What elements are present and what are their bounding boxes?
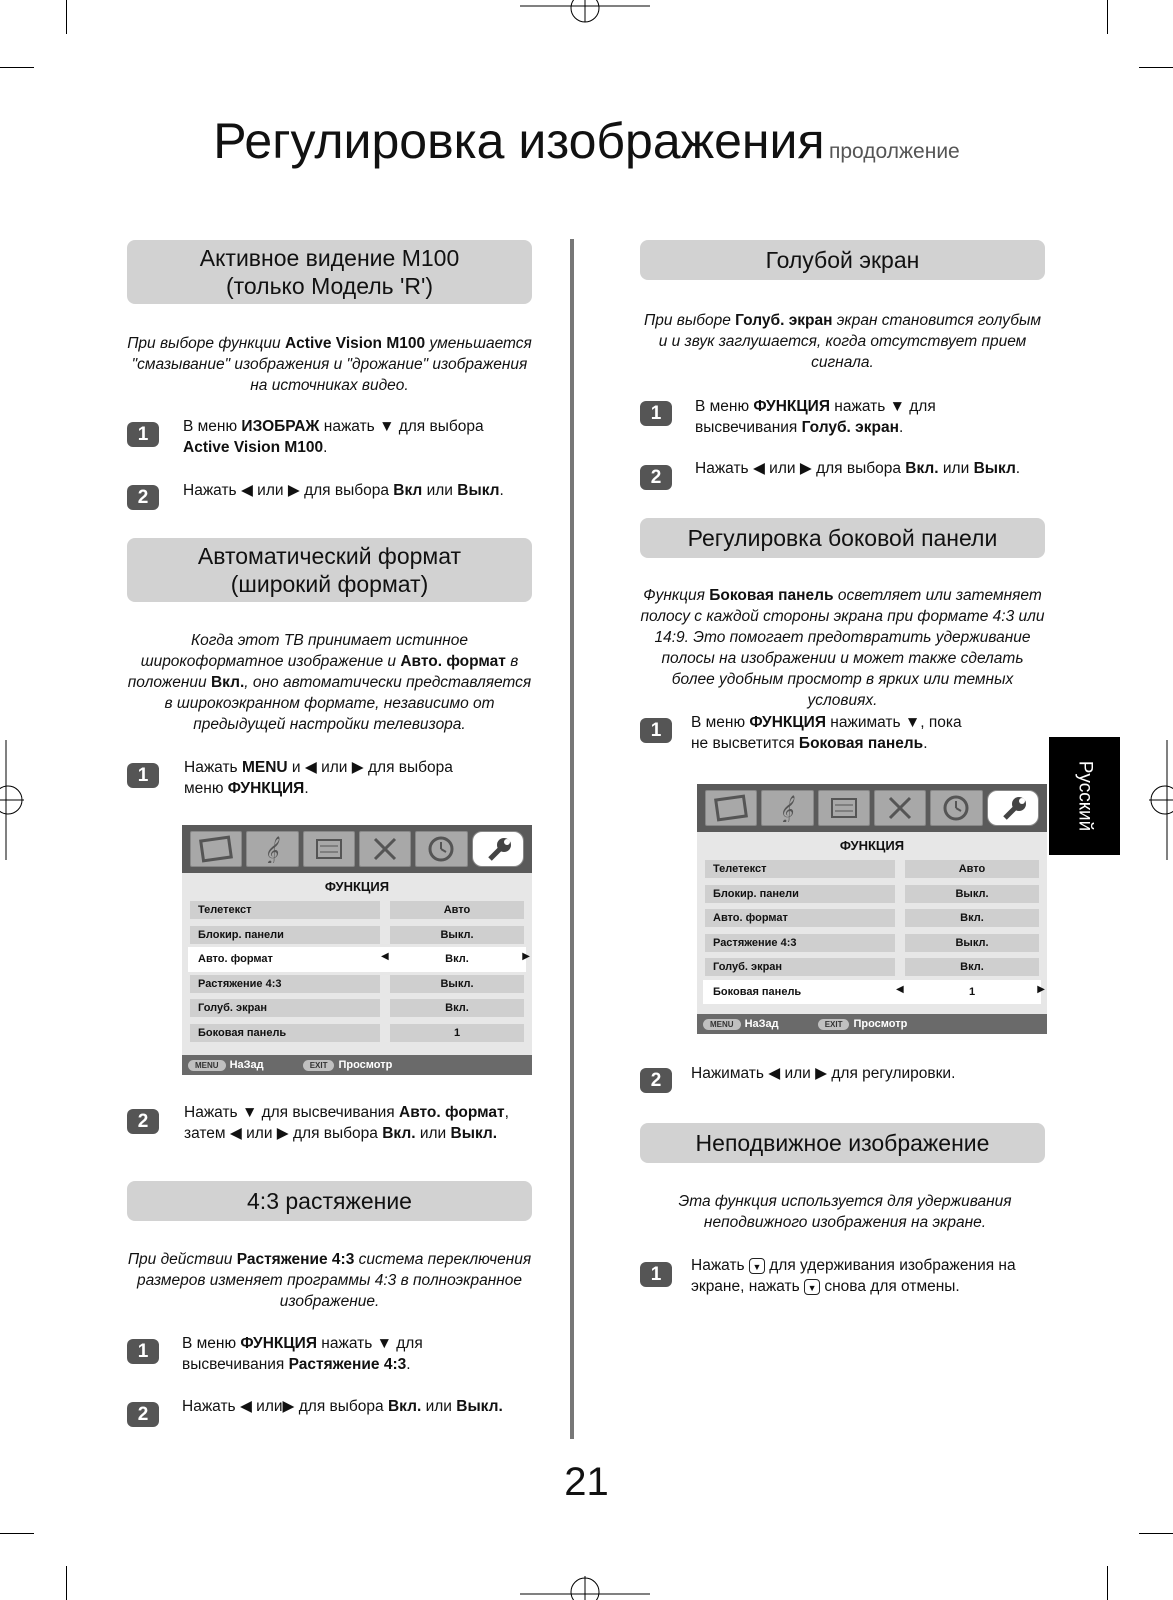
intro-strong: Авто. формат bbox=[400, 653, 506, 670]
stretch-heading: 4:3 растяжение bbox=[127, 1181, 532, 1221]
auto-format-step2 bbox=[184, 1102, 534, 1144]
page-title-main: Регулировка изображения bbox=[213, 113, 825, 169]
step-strong: Вкл. bbox=[905, 460, 939, 477]
step-strong: Голуб. экран bbox=[801, 419, 899, 436]
menu-panel bbox=[182, 873, 532, 1055]
menu-row bbox=[703, 882, 1041, 907]
step-strong: Выкл. bbox=[450, 1125, 498, 1142]
step-text: или bbox=[422, 482, 458, 499]
blue-screen-heading: Голубой экран bbox=[640, 240, 1045, 280]
menu-row-label: Авто. формат bbox=[705, 909, 895, 927]
still-step1 bbox=[691, 1255, 1041, 1297]
stretch-step2 bbox=[182, 1396, 532, 1417]
step-text: . bbox=[923, 735, 928, 752]
step-text: нажать ▼ для bbox=[316, 1335, 423, 1352]
step-text: В меню bbox=[182, 1335, 241, 1352]
svg-text:𝄞: 𝄞 bbox=[264, 837, 279, 863]
menu-row-label: Голуб. экран bbox=[190, 999, 380, 1017]
menu-row bbox=[188, 1021, 526, 1046]
intro-text: Функция bbox=[643, 587, 710, 604]
language-tab bbox=[1049, 737, 1120, 855]
step-strong: Выкл bbox=[457, 482, 500, 499]
step-text: , bbox=[504, 1104, 509, 1121]
footer-back-label: НаЗад bbox=[744, 1018, 779, 1030]
menu-row bbox=[188, 972, 526, 997]
menu-row bbox=[188, 996, 526, 1021]
intro-text: уменьшается "смазывание" изображения и "дрожание" изображения на источниках видео. bbox=[131, 335, 532, 394]
heading-line: Активное видение M100 bbox=[199, 245, 460, 271]
install-arrows-icon bbox=[359, 831, 411, 867]
step-text: для удерживания изображения на bbox=[764, 1257, 1016, 1274]
step-text: В меню bbox=[691, 714, 750, 731]
crop-mark bbox=[66, 0, 67, 34]
menu-row-label: Растяжение 4:3 bbox=[190, 975, 380, 993]
menu-row-label: Боковая панель bbox=[705, 983, 895, 1001]
crop-mark bbox=[0, 1533, 34, 1534]
menu-row-label: Телетекст bbox=[190, 901, 380, 919]
active-vision-intro bbox=[127, 333, 532, 396]
step-strong: ФУНКЦИЯ bbox=[753, 398, 830, 415]
registration-mark bbox=[520, 1570, 650, 1600]
step-badge: 1 bbox=[127, 422, 159, 447]
exit-key-pill: EXIT bbox=[818, 1019, 850, 1030]
language-tab-label: Русский bbox=[1074, 760, 1096, 832]
step-text: или bbox=[938, 460, 974, 477]
blue-screen-intro bbox=[640, 310, 1045, 373]
menu-row-value: Авто bbox=[905, 860, 1039, 878]
menu-row bbox=[703, 931, 1041, 956]
step-text: Нажать ◀ или▶ для выбора bbox=[182, 1398, 388, 1415]
step-text: или bbox=[415, 1125, 451, 1142]
step-text: не высветится bbox=[691, 735, 799, 752]
function-wrench-icon bbox=[472, 831, 524, 867]
registration-mark bbox=[1143, 740, 1173, 860]
intro-text: При выборе bbox=[643, 312, 736, 329]
step-strong: MENU bbox=[241, 759, 288, 776]
left-arrow-icon: ◀ bbox=[381, 951, 389, 962]
side-panel-heading: Регулировка боковой панели bbox=[640, 518, 1045, 558]
step-text: высвечивания bbox=[182, 1356, 289, 1373]
step-badge: 1 bbox=[127, 763, 159, 788]
menu-row bbox=[703, 906, 1041, 931]
menu-row-label: Блокир. панели bbox=[190, 926, 380, 944]
step-text: В меню bbox=[695, 398, 754, 415]
menu-row-label: Голуб. экран bbox=[705, 958, 895, 976]
step-text: . bbox=[898, 419, 904, 436]
step-badge: 2 bbox=[640, 1068, 672, 1093]
page-number: 21 bbox=[564, 1460, 609, 1504]
menu-row bbox=[703, 955, 1041, 980]
step-text: . bbox=[304, 780, 309, 797]
intro-strong: Боковая панель bbox=[709, 587, 834, 604]
step-text: Нажать ◀ или ▶ для выбора bbox=[183, 482, 394, 499]
page-title bbox=[0, 112, 1173, 170]
step-text: снова для отмены. bbox=[820, 1278, 960, 1295]
step-badge: 2 bbox=[640, 465, 672, 490]
menu-row bbox=[703, 857, 1041, 882]
step-strong: Вкл bbox=[393, 482, 423, 499]
side-panel-step1 bbox=[691, 712, 1041, 754]
intro-text: осветляет или затемняет полосу с каждой стороны экрана при формате 4:3 или 14:9. Это помогает предотвратить удерживание полосы на изображении и может также сделать более удобным просмотр в ярких или темных условиях. bbox=[640, 587, 1045, 709]
picture-icon bbox=[705, 790, 757, 826]
menu-row-label: Боковая панель bbox=[190, 1024, 380, 1042]
menu-row-value: Вкл. bbox=[905, 909, 1039, 927]
crop-mark bbox=[0, 67, 34, 68]
intro-strong: Растяжение 4:3 bbox=[236, 1251, 355, 1268]
step-text: Нажать ▼ для высвечивания bbox=[184, 1104, 400, 1121]
footer-back-label: НаЗад bbox=[229, 1059, 264, 1071]
step-text: нажать ▼ для выбора bbox=[319, 418, 484, 435]
intro-text: Когда этот ТВ принимает истинное широкоформатное изображение и bbox=[140, 632, 469, 670]
step-text: Нажать ◀ или ▶ для выбора bbox=[695, 460, 906, 477]
sound-icon bbox=[246, 831, 298, 867]
menu-title: ФУНКЦИЯ bbox=[839, 838, 905, 853]
auto-format-step1 bbox=[184, 757, 534, 799]
menu-footer bbox=[697, 1014, 1047, 1034]
menu-key-pill: MENU bbox=[703, 1019, 741, 1030]
menu-row-value: Выкл. bbox=[390, 975, 524, 993]
crop-mark bbox=[1139, 1533, 1173, 1534]
step-badge: 1 bbox=[127, 1339, 159, 1364]
auto-format-heading bbox=[127, 538, 532, 602]
step-text: экране, нажать bbox=[691, 1278, 805, 1295]
intro-text: , оно автоматически представляется в широкоэкранном формате, независимо от предыдущей настройки телевизора. bbox=[164, 674, 532, 733]
menu-row-selected bbox=[703, 980, 1045, 1005]
step-text: . bbox=[499, 482, 504, 499]
step-text: Нажать bbox=[184, 759, 242, 776]
intro-text: система переключения размеров изменяет программы 4:3 в полноэкранное изображение. bbox=[136, 1251, 532, 1310]
step-text: Нажать bbox=[691, 1257, 749, 1274]
stretch-intro bbox=[127, 1249, 532, 1312]
exit-key-pill: EXIT bbox=[303, 1060, 335, 1071]
menu-row-value: Вкл. bbox=[390, 950, 524, 968]
menu-panel bbox=[697, 832, 1047, 1014]
blue-screen-step1 bbox=[695, 396, 1045, 438]
install-arrows-icon bbox=[874, 790, 926, 826]
menu-row-value: Выкл. bbox=[390, 926, 524, 944]
crop-mark bbox=[66, 1566, 67, 1600]
menu-row-value: Авто bbox=[390, 901, 524, 919]
still-heading: Неподвижное изображение bbox=[640, 1123, 1045, 1163]
step-strong: ФУНКЦИЯ bbox=[749, 714, 826, 731]
step-strong: Выкл. bbox=[456, 1398, 503, 1415]
intro-text: экран становится голубым и и звук заглушается, когда отсутствует прием сигнала. bbox=[658, 312, 1042, 371]
step-text: . bbox=[323, 439, 328, 456]
stretch-step1 bbox=[182, 1333, 532, 1375]
active-vision-step2 bbox=[183, 480, 533, 501]
page-title-suffix: продолжение bbox=[829, 140, 960, 163]
step-text: и ◀ или ▶ для выбора bbox=[287, 759, 453, 776]
active-vision-step1 bbox=[183, 416, 533, 458]
intro-text: При выборе функции bbox=[127, 335, 285, 352]
step-strong: Авто. формат bbox=[399, 1104, 505, 1121]
menu-row-selected bbox=[188, 947, 530, 972]
step-strong: ФУНКЦИЯ bbox=[227, 780, 305, 797]
heading-line: (широкий формат) bbox=[230, 571, 429, 597]
menu-title: ФУНКЦИЯ bbox=[324, 879, 390, 894]
crop-mark bbox=[1107, 1566, 1108, 1600]
step-strong: Вкл. bbox=[382, 1125, 416, 1142]
right-arrow-icon: ▶ bbox=[522, 951, 530, 962]
menu-row-value: 1 bbox=[905, 983, 1039, 1001]
step-strong: Растяжение 4:3 bbox=[288, 1356, 407, 1373]
step-strong: Вкл. bbox=[387, 1398, 422, 1415]
intro-strong: Голуб. экран bbox=[735, 312, 833, 329]
step-strong: Active Vision M100 bbox=[183, 439, 324, 456]
menu-icon-bar bbox=[697, 784, 1047, 832]
still-key-icon: ▼ bbox=[749, 1258, 765, 1274]
step-badge: 2 bbox=[127, 1402, 159, 1427]
registration-mark bbox=[520, 0, 650, 30]
step-badge: 2 bbox=[127, 1109, 159, 1134]
menu-row-value: Вкл. bbox=[905, 958, 1039, 976]
step-badge: 1 bbox=[640, 718, 672, 743]
step-text: высвечивания bbox=[695, 419, 802, 436]
auto-format-intro bbox=[127, 630, 532, 735]
clock-icon bbox=[415, 831, 467, 867]
active-vision-heading bbox=[127, 240, 532, 304]
left-arrow-icon: ◀ bbox=[896, 983, 904, 995]
step-text: . bbox=[1015, 460, 1021, 477]
step-text: В меню bbox=[183, 418, 242, 435]
footer-view-label: Просмотр bbox=[338, 1059, 393, 1071]
column-divider bbox=[570, 239, 574, 1439]
menu-footer bbox=[182, 1055, 532, 1075]
intro-text: При действии bbox=[127, 1251, 237, 1268]
step-strong: Боковая панель bbox=[798, 735, 924, 752]
menu-row-value: Выкл. bbox=[905, 885, 1039, 903]
step-text: . bbox=[406, 1356, 411, 1373]
menu-row-value: Вкл. bbox=[390, 999, 524, 1017]
step-badge: 1 bbox=[640, 401, 672, 426]
intro-strong: Active Vision M100 bbox=[284, 335, 426, 352]
step-strong: Выкл bbox=[973, 460, 1016, 477]
menu-row bbox=[188, 898, 526, 923]
settings-sliders-icon bbox=[303, 831, 355, 867]
menu-row-label: Блокир. панели bbox=[705, 885, 895, 903]
picture-icon bbox=[190, 831, 242, 867]
still-intro: Эта функция используется для удерживания неподвижного изображения на экране. bbox=[678, 1193, 1012, 1231]
svg-text:𝄞: 𝄞 bbox=[779, 796, 794, 822]
function-menu-screenshot bbox=[182, 825, 532, 1075]
side-panel-step2: Нажимать ◀ или ▶ для регулировки. bbox=[691, 1065, 956, 1082]
step-badge: 1 bbox=[640, 1262, 672, 1287]
step-strong: ИЗОБРАЖ bbox=[241, 418, 320, 435]
crop-mark bbox=[1139, 67, 1173, 68]
side-panel-intro bbox=[640, 585, 1045, 711]
right-arrow-icon: ▶ bbox=[1037, 983, 1045, 995]
still-key-icon: ▼ bbox=[804, 1279, 820, 1295]
registration-mark bbox=[0, 740, 30, 860]
function-menu-screenshot bbox=[697, 784, 1047, 1034]
blue-screen-step2 bbox=[695, 458, 1045, 479]
menu-row-value: 1 bbox=[390, 1024, 524, 1042]
settings-sliders-icon bbox=[818, 790, 870, 826]
menu-row-label: Телетекст bbox=[705, 860, 895, 878]
step-text: затем ◀ или ▶ для выбора bbox=[184, 1125, 383, 1142]
step-text: нажать ▼ для bbox=[829, 398, 936, 415]
menu-icon-bar bbox=[182, 825, 532, 873]
menu-row-label: Растяжение 4:3 bbox=[705, 934, 895, 952]
menu-row bbox=[188, 923, 526, 948]
heading-line: (только Модель 'R') bbox=[225, 273, 434, 299]
step-strong: ФУНКЦИЯ bbox=[240, 1335, 317, 1352]
heading-line: Автоматический формат bbox=[197, 543, 462, 569]
menu-row-label: Авто. формат bbox=[190, 950, 380, 968]
sound-icon bbox=[761, 790, 813, 826]
intro-strong: Вкл. bbox=[210, 674, 245, 691]
menu-row-value: Выкл. bbox=[905, 934, 1039, 952]
function-wrench-icon bbox=[987, 790, 1039, 826]
footer-view-label: Просмотр bbox=[853, 1018, 908, 1030]
step-badge: 2 bbox=[127, 485, 159, 510]
clock-icon bbox=[930, 790, 982, 826]
step-text: нажимать ▼, пока bbox=[825, 714, 962, 731]
step-text: или bbox=[421, 1398, 457, 1415]
intro-text: в положении bbox=[127, 653, 519, 691]
menu-key-pill: MENU bbox=[188, 1060, 226, 1071]
step-text: меню bbox=[184, 780, 228, 797]
crop-mark bbox=[1107, 0, 1108, 34]
